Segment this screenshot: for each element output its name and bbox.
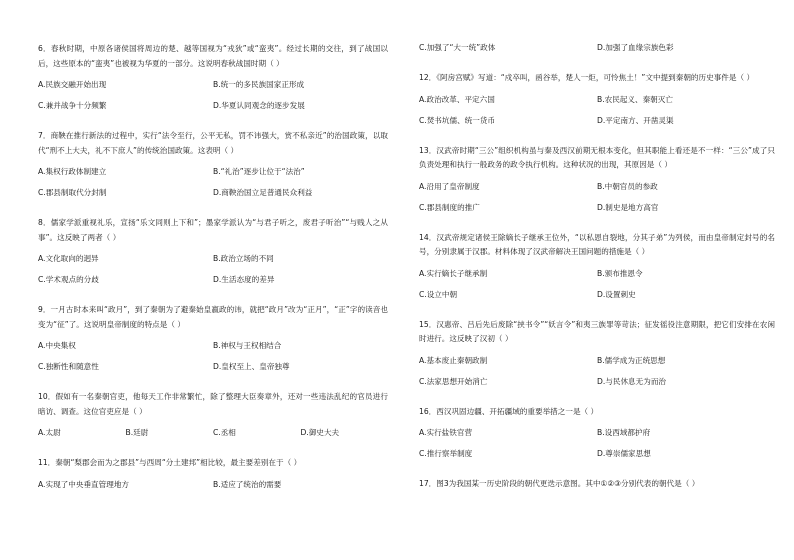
right-column [419,42,775,500]
question-block [38,456,388,500]
question-stem: 12．《阿房宫赋》写道：“戍卒叫，函谷举，楚人一炬，可怜焦土！”文中提到秦朝的历史事件是（ ） [419,73,755,82]
question-stem: 13．汉武帝时期“三公”组织机构虽与秦及西汉前期无根本变化，但其职能上看还是不一样：“三公”成了只负责处理和执行一般政务的政令执行机构。这种状况的出现，其原因是（ ） [419,145,775,169]
question-block [419,144,775,223]
question-stem: 15．汉惠帝、吕后先后废除“挟书令”“妖言令”和夷三族罪等苛法；征发徭役注意期限，把它们安排在农闲时进行。这反映了汉初（ ） [419,319,775,343]
answer-option: C.丞相 [213,428,236,437]
answer-option: A.中央集权 [38,341,76,350]
answer-option: A.太尉 [38,428,61,437]
options-row [38,253,388,295]
options-row [38,166,388,208]
answer-option: C.加强了“大一统”政体 [419,43,496,52]
options-row [38,340,388,382]
answer-option: B.设西域都护府 [597,428,651,437]
answer-option: A.政治改革、平定六国 [419,94,495,104]
answer-option: D.尊崇儒家思想 [597,449,651,458]
answer-option: D.生活态度的差异 [213,275,275,284]
answer-option: A.民族交融开始出现 [38,80,107,89]
answer-option: C.推行察举制度 [419,449,473,458]
answer-option: D.平定南方、开凿灵渠 [597,115,674,125]
question-block [419,405,775,470]
question-stem: 6．春秋时期，中原各诸侯国将周边的楚、越等国视为“戎狄”或“蛮夷”。经过长期的交往，到了战国以后，这些原本的“蛮夷”也被视为华夏的一部分。这说明春秋战国时期（ ） [38,44,388,68]
question-stem: 14．汉武帝规定诸侯王除嫡长子继承王位外，“以私恩自裂地，分其子弟”为列侯，而由皇帝制定封号的名号，分别隶属于汉郡。材料体现了汉武帝解决王国问题的措施是（ ） [419,232,775,256]
answer-option: D.与民休息无为而治 [597,376,667,386]
question-stem: 9．一月古时本来叫“政月”，到了秦朝为了避秦始皇嬴政的讳，就把“政月”改为“正月”，“正”字的读音也变为“征”了。这说明皇帝制度的特点是（ ） [38,305,388,329]
question-block [419,231,775,310]
left-column [38,42,388,508]
answer-option: B.“礼治”逐步让位于“法治” [213,167,305,176]
answer-option: C.学术观点的分歧 [38,275,99,284]
options-row [419,42,775,63]
answer-option: C.独断性和随意性 [38,362,99,371]
options-row [419,94,775,136]
answer-option: B.适应了统治的需要 [213,479,282,489]
answer-option: C.兼并战争十分频繁 [38,101,107,110]
options-row [38,79,388,121]
answer-option: D.设置刺史 [597,289,636,299]
answer-option: D.加强了血缘宗族色彩 [597,43,674,52]
answer-option: A.实现了中央垂直管理地方 [38,479,130,489]
answer-option: B.颁布推恩令 [597,268,643,278]
answer-option: D.华夏认同观念的逐步发展 [213,101,305,110]
answer-option: B.神权与王权相结合 [213,341,282,350]
question-stem: 7．商鞅在推行新法的过程中，实行“法令至行，公平无私，罚不讳强大，赏不私亲近”的治国政策，以取代“刑不上大夫，礼不下庶人”的传统治国政策。这表明（ ） [38,131,388,155]
answer-option: B.统一的多民族国家正形成 [213,80,305,89]
options-row [419,181,775,223]
answer-option: A.沿用了皇帝制度 [419,181,480,191]
question-stem: 17．图3为我国某一历史阶段的朝代更迭示意图。其中①②③分别代表的朝代是（ ） [419,479,700,488]
options-row [419,355,775,397]
answer-option: D.制史是地方高官 [597,202,659,212]
answer-option: A.文化取向的迥异 [38,254,99,263]
answer-option: B.中朝官员的参政 [597,181,658,191]
answer-option: C.法家思想开始消亡 [419,376,488,386]
question-block [38,42,388,121]
answer-option: B.政治立场的不同 [213,254,274,263]
answer-option: A.基本废止秦朝政制 [419,355,488,365]
options-row [419,268,775,310]
options-row [38,479,388,500]
answer-option: C.郡县制取代分封制 [38,188,107,197]
answer-option: B.廷尉 [125,428,149,437]
question-stem: 10．假如有一名秦朝官吏，他每天工作非常繁忙，除了整理大臣奏章外，还对一些违法乱纪的官员进行暗访、调查。这位官吏应是（ ） [38,392,388,416]
answer-option: D.商鞅治国立足普通民众利益 [213,188,313,197]
question-stem: 16．西汉巩固边疆、开拓疆域的重要举措之一是（ ） [419,406,599,416]
question-stem: 11．秦朝“梨郡会而为之郡县”与西周“分土建邦”相比较，最主要差别在于（ ） [38,458,302,467]
question-block [38,303,388,382]
question-block [419,318,775,397]
answer-option: C.焚书坑儒、统一货币 [419,115,496,125]
question-stem: 8．儒家学派重视礼乐，宣扬“乐文同则上下和”；墨家学派认为“与君子听之，废君子听治”“与贱人之从事”。这反映了两者（ ） [38,218,388,242]
options-row [38,427,388,448]
answer-option: A.集权行政体制建立 [38,167,107,176]
question-block [38,216,388,295]
question-block [419,71,775,136]
answer-option: D.御史大夫 [300,428,340,437]
answer-option: A.实行嫡长子继承制 [419,268,488,278]
answer-option: C.设立中朝 [419,289,458,299]
answer-option: B.儒学成为正统思想 [597,355,666,365]
question-block [419,477,775,492]
question-block [38,390,388,448]
answer-option: C.郡县制度的推广 [419,202,480,212]
answer-option: B.农民起义、秦朝灭亡 [597,94,673,104]
answer-option: D.皇权至上、皇帝独尊 [213,362,290,371]
question-block [419,42,775,63]
question-block [38,129,388,208]
answer-option: A.实行盐铁官营 [419,428,473,437]
options-row [419,427,775,469]
